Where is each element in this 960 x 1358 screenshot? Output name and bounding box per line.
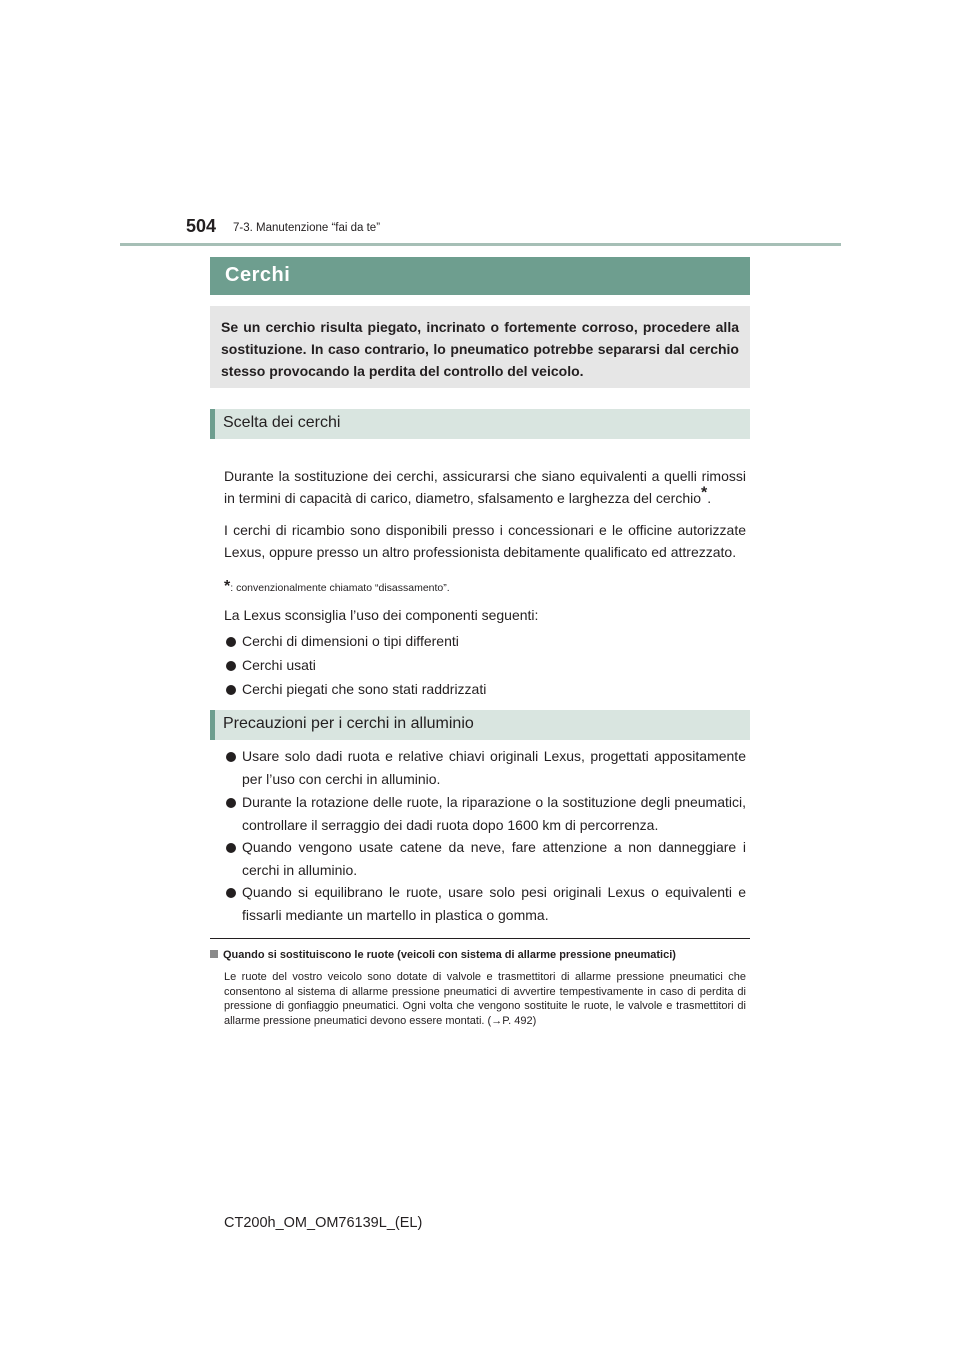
note-heading: [210, 949, 676, 961]
title-bar: [210, 257, 750, 295]
header-rule: [120, 243, 841, 246]
list-item-text: Cerchi piegati che sono stati raddrizzati: [242, 681, 487, 697]
square-bullet-icon: [210, 950, 218, 958]
bullet-icon: [226, 752, 236, 762]
list-item: [224, 654, 746, 677]
bullet-icon: [226, 637, 236, 647]
list-item: [224, 881, 746, 927]
paragraph-sostituzione: [224, 465, 746, 509]
footnote-star: *: [224, 578, 231, 595]
intro-box: Se un cerchio risulta piegato, incrinato o fortemente corroso, procedere alla sostituzione. In caso contrario, lo pneumatico potrebbe separarsi dal cerchio stesso provocando la perdita del controllo del veicolo.: [210, 306, 750, 388]
footnote-text: : convenzionalmente chiamato “disassamento”.: [230, 582, 450, 594]
note-divider: [210, 938, 750, 939]
bullet-icon: [226, 798, 236, 808]
section-label: 7-3. Manutenzione “fai da te”: [233, 222, 381, 234]
section-heading-precauzioni: [210, 710, 750, 740]
bullet-icon: [226, 888, 236, 898]
note-heading-text: Quando si sostituiscono le ruote (veicoli con sistema di allarme pressione pneumatici): [223, 949, 676, 961]
paragraph-text: Durante la sostituzione dei cerchi, assicurarsi che siano equivalenti a quelli rimossi in termini di capacità di carico, diametro, sfalsamento e larghezza del cerchio: [224, 468, 746, 506]
document-code: CT200h_OM_OM76139L_(EL): [224, 1215, 423, 1231]
lead-text: La Lexus sconsiglia l’uso dei componenti seguenti:: [224, 607, 539, 623]
bullet-icon: [226, 661, 236, 671]
list-item-text: Cerchi usati: [242, 657, 316, 673]
list-item: [224, 836, 746, 882]
section-heading-scelta: [210, 409, 750, 439]
bullet-icon: [226, 843, 236, 853]
section-heading-text: Scelta dei cerchi: [223, 414, 341, 431]
footnote-marker: *: [701, 484, 708, 502]
list-item-text: Durante la rotazione delle ruote, la riparazione o la sostituzione degli pneumatici, controllare il serraggio dei dadi ruota dopo 1600 km di percorrenza.: [242, 794, 746, 833]
list-item-text: Quando si equilibrano le ruote, usare solo pesi originali Lexus o equivalenti e fissarli mediante un martello in plastica o gomma.: [242, 884, 746, 923]
list-item: [224, 791, 746, 837]
page-number: 504: [186, 216, 217, 236]
paragraph-text-end: .: [707, 490, 712, 506]
list-item-text: Cerchi di dimensioni o tipi differenti: [242, 633, 459, 649]
list-item: [224, 745, 746, 791]
section-heading-text: Precauzioni per i cerchi in alluminio: [223, 715, 474, 732]
footnote: [224, 578, 450, 596]
list-item-text: Usare solo dadi ruota e relative chiavi originali Lexus, progettati appositamente per l’uso con cerchi in alluminio.: [242, 748, 746, 787]
note-body: Le ruote del vostro veicolo sono dotate di valvole e trasmettitori di allarme pressione pneumatici che consentono al sistema di allarme pressione pneumatici di avvertire tempestivamente in caso di perdita di pressione di gonfiaggio pneumatici. Ogni volta che vengono sostituite le ruote, le valvole e trasmettitori di allarme pressione pneumatici devono essere montati. (→P. 492): [224, 971, 746, 1027]
list-item: [224, 630, 746, 653]
list-item-text: Quando vengono usate catene da neve, fare attenzione a non danneggiare i cerchi in alluminio.: [242, 839, 746, 878]
paragraph-ricambio: I cerchi di ricambio sono disponibili presso i concessionari e le officine autorizzate Lexus, oppure presso un altro professionista debitamente qualificato ed attrezzato.: [224, 522, 746, 560]
page-title: Cerchi: [225, 264, 291, 286]
list-item: [224, 678, 746, 701]
bullet-icon: [226, 685, 236, 695]
